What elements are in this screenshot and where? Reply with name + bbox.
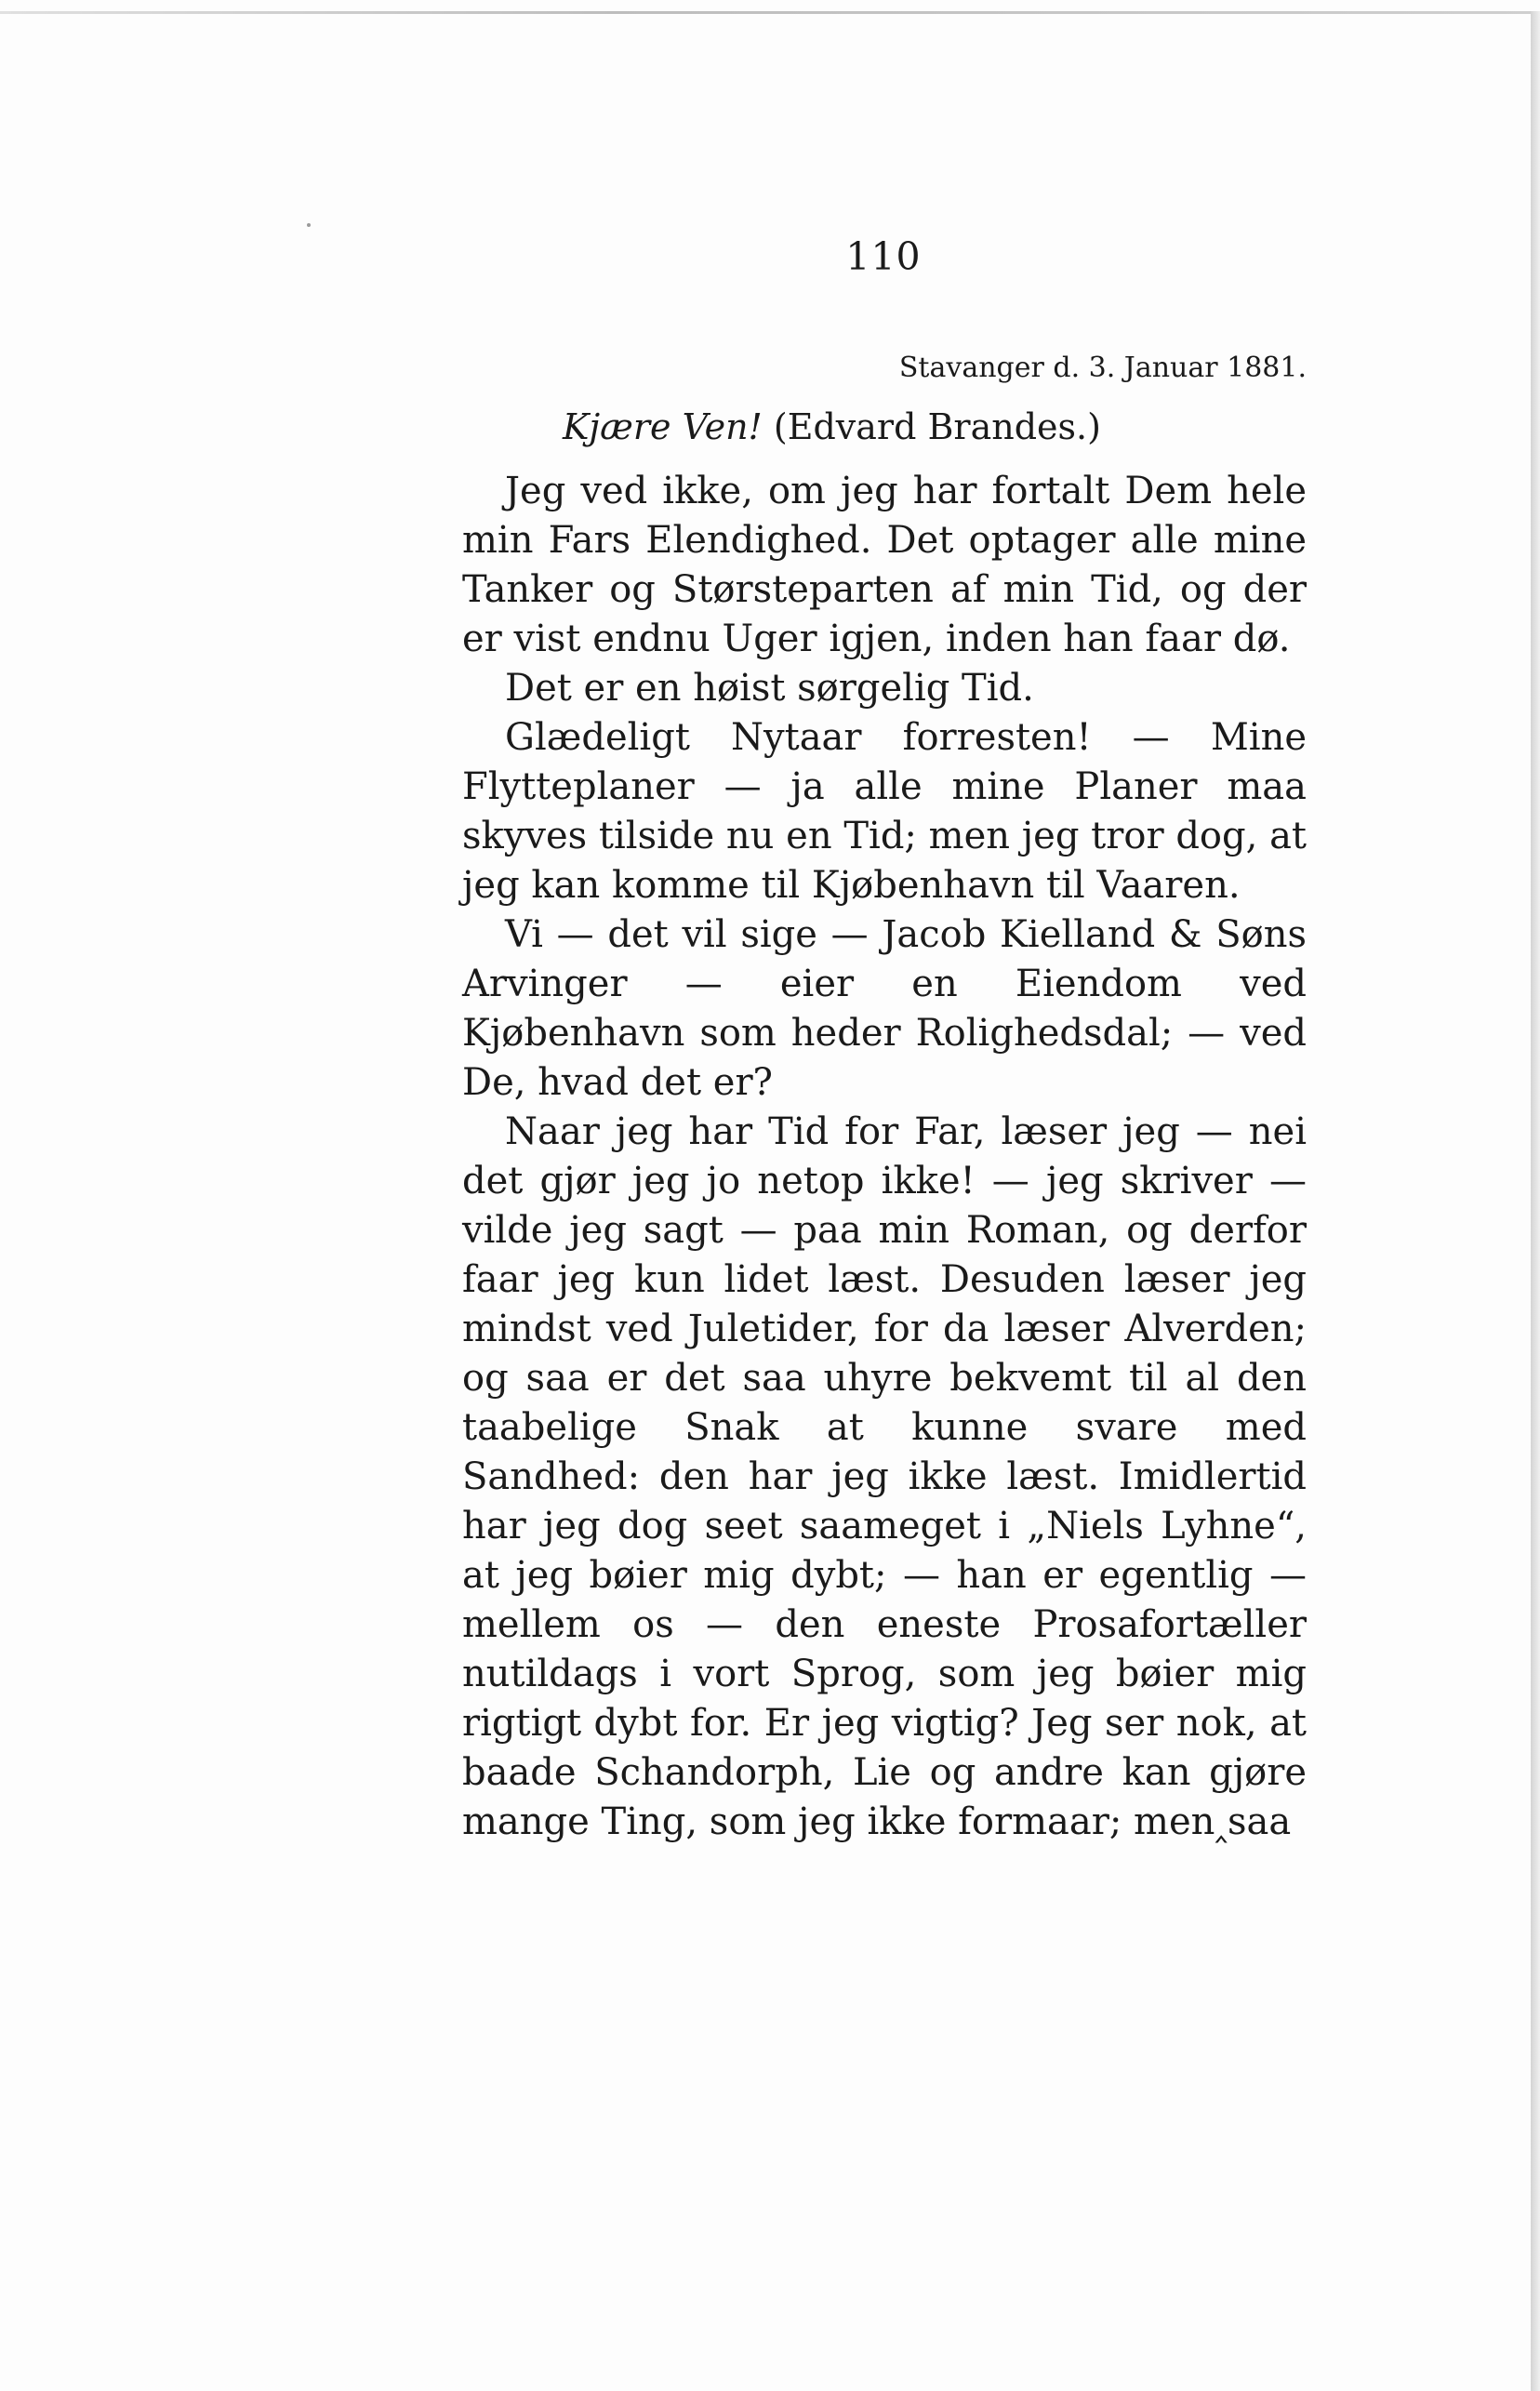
letter-dateline: Stavanger d. 3. Januar 1881. — [898, 352, 1307, 384]
page-top-edge — [0, 11, 1531, 14]
page-right-edge — [1531, 11, 1540, 2391]
paragraph: Vi — det vil sige — Jacob Kielland & Søns Arvinger — eier en Eiendom ved Kjøbenhavn som heder Rolighedsdal; — ved De, hvad det er? — [462, 913, 1307, 1104]
paragraph: Naar jeg har Tid for Far, læser jeg — nei det gjør jeg jo netop ikke! — jeg skriver — vilde jeg sagt — paa min Roman, og derfor faar jeg kun lidet læst. Desuden læser jeg mindst ved Juletider, for da læser Alverden; og saa er det saa uhyre bekvemt til al den taabelige Snak at kunne svare med Sandhed: den har jeg ikke læst. Imidlertid har jeg dog seet saameget i „Niels Lyhne“, at jeg bøier mig dybt; — han er egentlig — mellem os — den eneste Prosafortæller nutildags i vort Sprog, som jeg bøier mig rigtigt dybt for. Er jeg vigtig? Jeg ser nok, at baade Schandorph, Lie og andre kan gjøre mange Ting, som jeg ikke formaar; men‸saa — [462, 1110, 1307, 1843]
paragraph: Glædeligt Nytaar forresten! — Mine Flytteplaner — ja alle mine Planer maa skyves tilside nu en Tid; men jeg tror dog, at jeg kan komme til Kjøbenhavn til Vaaren. — [462, 716, 1307, 907]
paragraph: Jeg ved ikke, om jeg har fortalt Dem hele min Fars Elendighed. Det optager alle mine Tanker og Størsteparten af min Tid, og der er vist endnu Uger igjen, inden han faar dø. — [462, 470, 1307, 660]
paper-speck — [307, 223, 311, 227]
letter-body — [462, 340, 1307, 1847]
page-number: 110 — [845, 234, 922, 279]
salutation-recipient: (Edvard Brandes.) — [773, 406, 1101, 447]
letter-salutation — [462, 396, 1307, 458]
paragraph: Det er en høist sørgelig Tid. — [505, 667, 1034, 710]
salutation-greeting: Kjære Ven! — [563, 406, 763, 447]
